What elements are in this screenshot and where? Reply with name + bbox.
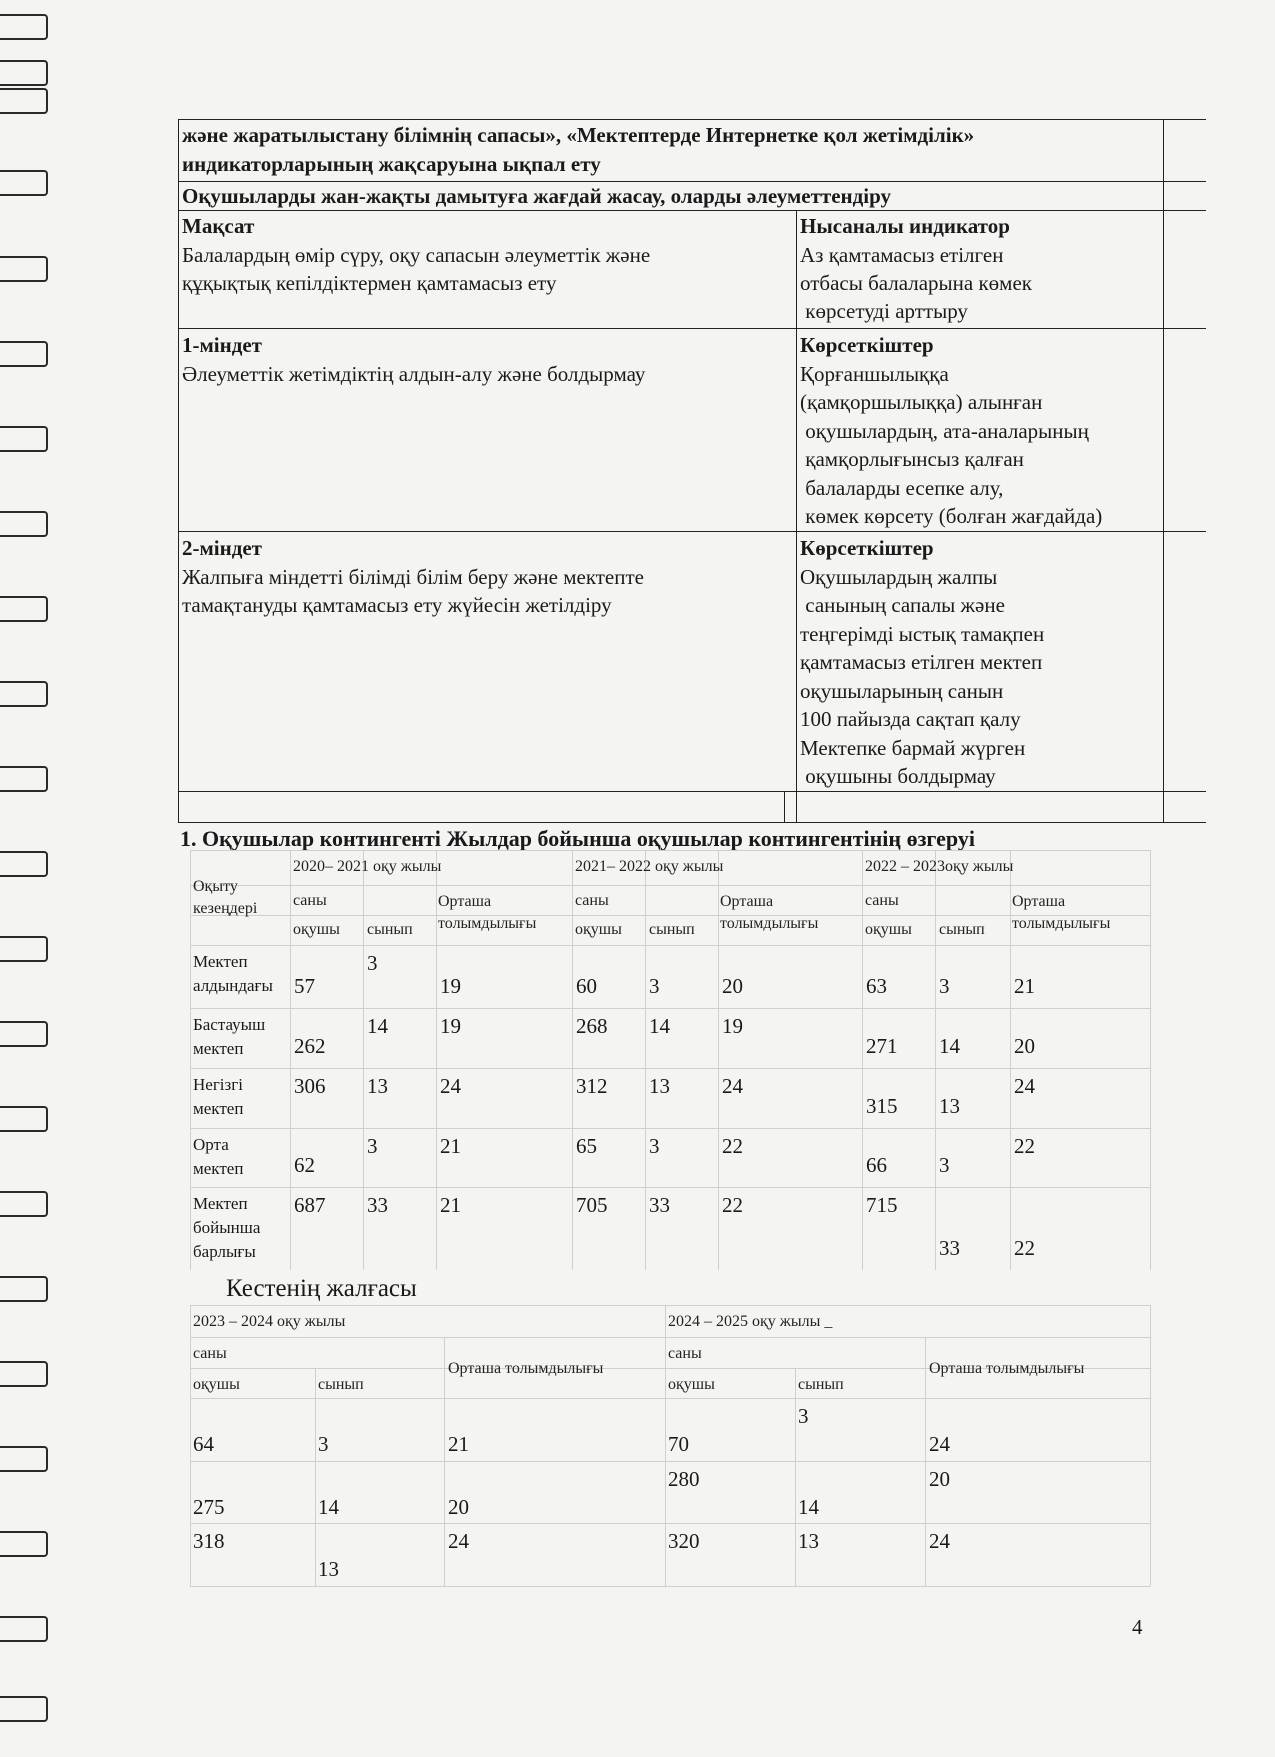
year-header: 2024 – 2025 оқу жылы _ — [668, 1313, 833, 1330]
task1-heading: 1-міндет — [182, 333, 262, 357]
students-header: оқушы — [575, 921, 622, 938]
task2-indicator-line: қамтамасыз етілген мектеп — [800, 650, 1043, 674]
grid-line — [190, 1461, 1150, 1462]
contingent-value: 13 — [649, 1074, 670, 1098]
stage-label: барлығы — [193, 1242, 256, 1261]
goal-line: құқықтық кепілдіктермен қамтамасыз ету — [182, 271, 557, 295]
task1-indicator-line: (қамқоршылыққа) алынған — [800, 390, 1043, 414]
continuation-value: 24 — [929, 1432, 950, 1456]
goal-indicator-line: Аз қамтамасыз етілген — [800, 243, 1004, 267]
contingent-value: 60 — [576, 974, 597, 998]
stage-label: мектеп — [193, 1039, 244, 1058]
stage-label: мектеп — [193, 1159, 244, 1178]
contingent-value: 24 — [440, 1074, 461, 1098]
grid-line — [665, 1305, 666, 1586]
row1-line2: индикаторларының жақсаруына ықпал ету — [182, 152, 601, 176]
contingent-value: 687 — [294, 1193, 326, 1217]
contingent-value: 22 — [1014, 1134, 1035, 1158]
contingent-value: 262 — [294, 1034, 326, 1058]
continuation-value: 64 — [193, 1432, 214, 1456]
continuation-value: 3 — [318, 1432, 329, 1456]
grid-line — [190, 1586, 1150, 1587]
contingent-value: 312 — [576, 1074, 608, 1098]
contingent-value: 715 — [866, 1193, 898, 1217]
year-header: 2022 – 2023оқу жылы — [865, 858, 1014, 875]
avg-header: толымдылығы — [438, 915, 537, 932]
stage-header: Оқыту — [193, 878, 238, 895]
continuation-title: Кестенің жалғасы — [226, 1275, 417, 1302]
students-header: оқушы — [668, 1376, 715, 1393]
task2-indicator-line: 100 пайызда сақтап қалу — [800, 707, 1021, 731]
avg-header: Орташа толымдылығы — [448, 1360, 604, 1377]
grid-line — [190, 1523, 1150, 1524]
count-header: саны — [293, 892, 327, 909]
grid-line — [444, 1337, 445, 1586]
contingent-value: 3 — [367, 951, 378, 975]
contingent-value: 19 — [440, 974, 461, 998]
task2-indicator-line: санының сапалы және — [800, 593, 1005, 617]
contingent-value: 33 — [367, 1193, 388, 1217]
avg-header: толымдылығы — [720, 915, 819, 932]
avg-header: Орташа — [438, 893, 492, 910]
contingent-value: 268 — [576, 1014, 608, 1038]
contingent-value: 13 — [367, 1074, 388, 1098]
contingent-value: 315 — [866, 1094, 898, 1118]
task2-indicator-heading: Көрсеткіштер — [800, 536, 934, 560]
students-header: оқушы — [865, 921, 912, 938]
continuation-value: 280 — [668, 1467, 700, 1491]
row2-heading: Оқушыларды жан-жақты дамытуға жағдай жасау, оларды әлеуметтендіру — [182, 184, 891, 208]
goal-indicator-heading: Нысаналы индикатор — [800, 214, 1010, 238]
count-header: саны — [575, 892, 609, 909]
contingent-value: 3 — [649, 1134, 660, 1158]
avg-header: Орташа — [1012, 893, 1066, 910]
stage-label: Бастауыш — [193, 1015, 266, 1034]
task1-line: Әлеуметтік жетімдіктің алдын-алу және болдырмау — [182, 362, 646, 386]
grid-line — [795, 1368, 796, 1586]
continuation-value: 13 — [798, 1529, 819, 1553]
continuation-value: 3 — [798, 1404, 809, 1428]
grid-line — [190, 1337, 1150, 1338]
avg-header: Орташа — [720, 893, 774, 910]
contingent-value: 21 — [440, 1134, 461, 1158]
task2-heading: 2-міндет — [182, 536, 262, 560]
continuation-value: 24 — [929, 1529, 950, 1553]
contingent-value: 3 — [939, 1153, 950, 1177]
stage-label: Мектеп — [193, 952, 248, 971]
task1-indicator-heading: Көрсеткіштер — [800, 333, 934, 357]
task2-indicator-line: теңгерімді ыстық тамақпен — [800, 622, 1045, 646]
grid-line — [925, 1337, 926, 1586]
contingent-value: 21 — [1014, 974, 1035, 998]
contingent-value: 19 — [440, 1014, 461, 1038]
contingent-value: 20 — [722, 974, 743, 998]
grid-line — [190, 1305, 191, 1586]
year-header: 2020– 2021 оқу жылы — [293, 858, 442, 875]
grid-line — [190, 1305, 1150, 1306]
continuation-value: 14 — [798, 1495, 819, 1519]
contingent-value: 13 — [939, 1094, 960, 1118]
continuation-value: 320 — [668, 1529, 700, 1553]
contingent-value: 33 — [939, 1236, 960, 1260]
contingent-value: 14 — [649, 1014, 670, 1038]
contingent-value: 24 — [1014, 1074, 1035, 1098]
year-header: 2023 – 2024 оқу жылы — [193, 1313, 346, 1330]
classes-header: сынып — [367, 921, 413, 938]
continuation-value: 70 — [668, 1432, 689, 1456]
stage-label: Мектеп — [193, 1194, 248, 1213]
classes-header: сынып — [939, 921, 985, 938]
year-header: 2021– 2022 оқу жылы — [575, 858, 724, 875]
task1-indicator-line: оқушылардың, ата-аналарының — [800, 419, 1089, 443]
grid-line — [190, 1398, 1150, 1399]
contingent-value: 57 — [294, 974, 315, 998]
task2-indicator-line: Мектепке бармай жүрген — [800, 736, 1026, 760]
task1-indicator-line: көмек көрсету (болған жағдайда) — [800, 504, 1103, 528]
continuation-value: 13 — [318, 1557, 339, 1581]
continuation-value: 20 — [929, 1467, 950, 1491]
avg-header: толымдылығы — [1012, 915, 1111, 932]
continuation-value: 20 — [448, 1495, 469, 1519]
stage-label: мектеп — [193, 1099, 244, 1118]
goal-indicator-line: көрсетуді арттыру — [800, 299, 968, 323]
contingent-value: 306 — [294, 1074, 326, 1098]
contingent-value: 22 — [722, 1193, 743, 1217]
classes-header: сынып — [649, 921, 695, 938]
contingent-value: 33 — [649, 1193, 670, 1217]
continuation-value: 21 — [448, 1432, 469, 1456]
contingent-value: 62 — [294, 1153, 315, 1177]
students-header: оқушы — [193, 1376, 240, 1393]
contingent-value: 21 — [440, 1193, 461, 1217]
stage-label: Негізгі — [193, 1075, 243, 1094]
contingent-value: 65 — [576, 1134, 597, 1158]
task1-indicator-line: қамқорлығынсыз қалған — [800, 447, 1024, 471]
contingent-value: 705 — [576, 1193, 608, 1217]
stage-header: кезеңдері — [193, 900, 258, 917]
task2-indicator-line: Оқушылардың жалпы — [800, 565, 998, 589]
contingent-value: 20 — [1014, 1034, 1035, 1058]
classes-header: сынып — [798, 1376, 844, 1393]
section-title: 1. Оқушылар контингенті Жылдар бойынша оқушылар контингентінің өзгеруі — [180, 826, 975, 851]
contingent-value: 24 — [722, 1074, 743, 1098]
continuation-value: 318 — [193, 1529, 225, 1553]
grid-line — [1150, 1305, 1151, 1586]
task2-indicator-line: оқушыны болдырмау — [800, 764, 996, 788]
contingent-value: 14 — [367, 1014, 388, 1038]
grid-line — [315, 1368, 316, 1586]
count-header: саны — [193, 1345, 227, 1362]
task2-line: тамақтануды қамтамасыз ету жүйесін жетілдіру — [182, 593, 612, 617]
goal-heading: Мақсат — [182, 214, 255, 238]
page-number: 4 — [1132, 1615, 1143, 1639]
count-header: саны — [865, 892, 899, 909]
task1-indicator-line: балаларды есепке алу, — [800, 476, 1004, 500]
task1-indicator-line: Қорғаншылыққа — [800, 362, 949, 386]
stage-label: алдындағы — [193, 976, 273, 995]
stage-label: Орта — [193, 1135, 229, 1154]
stage-label: бойынша — [193, 1218, 261, 1237]
students-header: оқушы — [293, 921, 340, 938]
task2-line: Жалпыға міндетті білімді білім беру және мектепте — [182, 565, 644, 589]
contingent-value: 22 — [1014, 1236, 1035, 1260]
contingent-value: 22 — [722, 1134, 743, 1158]
contingent-value: 3 — [649, 974, 660, 998]
goal-line: Балалардың өмір сүру, оқу сапасын әлеуметтік және — [182, 243, 651, 267]
task2-indicator-line: оқушыларының санын — [800, 679, 1004, 703]
contingent-value: 3 — [939, 974, 950, 998]
continuation-value: 24 — [448, 1529, 469, 1553]
continuation-value: 275 — [193, 1495, 225, 1519]
contingent-value: 271 — [866, 1034, 898, 1058]
goal-indicator-line: отбасы балаларына көмек — [800, 271, 1032, 295]
contingent-value: 19 — [722, 1014, 743, 1038]
contingent-value: 63 — [866, 974, 887, 998]
contingent-value: 14 — [939, 1034, 960, 1058]
avg-header: Орташа толымдылығы — [929, 1360, 1085, 1377]
continuation-value: 14 — [318, 1495, 339, 1519]
contingent-value: 66 — [866, 1153, 887, 1177]
count-header: саны — [668, 1345, 702, 1362]
row1-line1: және жаратылыстану білімнің сапасы», «Мектептерде Интернетке қол жетімділік» — [182, 123, 975, 147]
contingent-value: 3 — [367, 1134, 378, 1158]
classes-header: сынып — [318, 1376, 364, 1393]
